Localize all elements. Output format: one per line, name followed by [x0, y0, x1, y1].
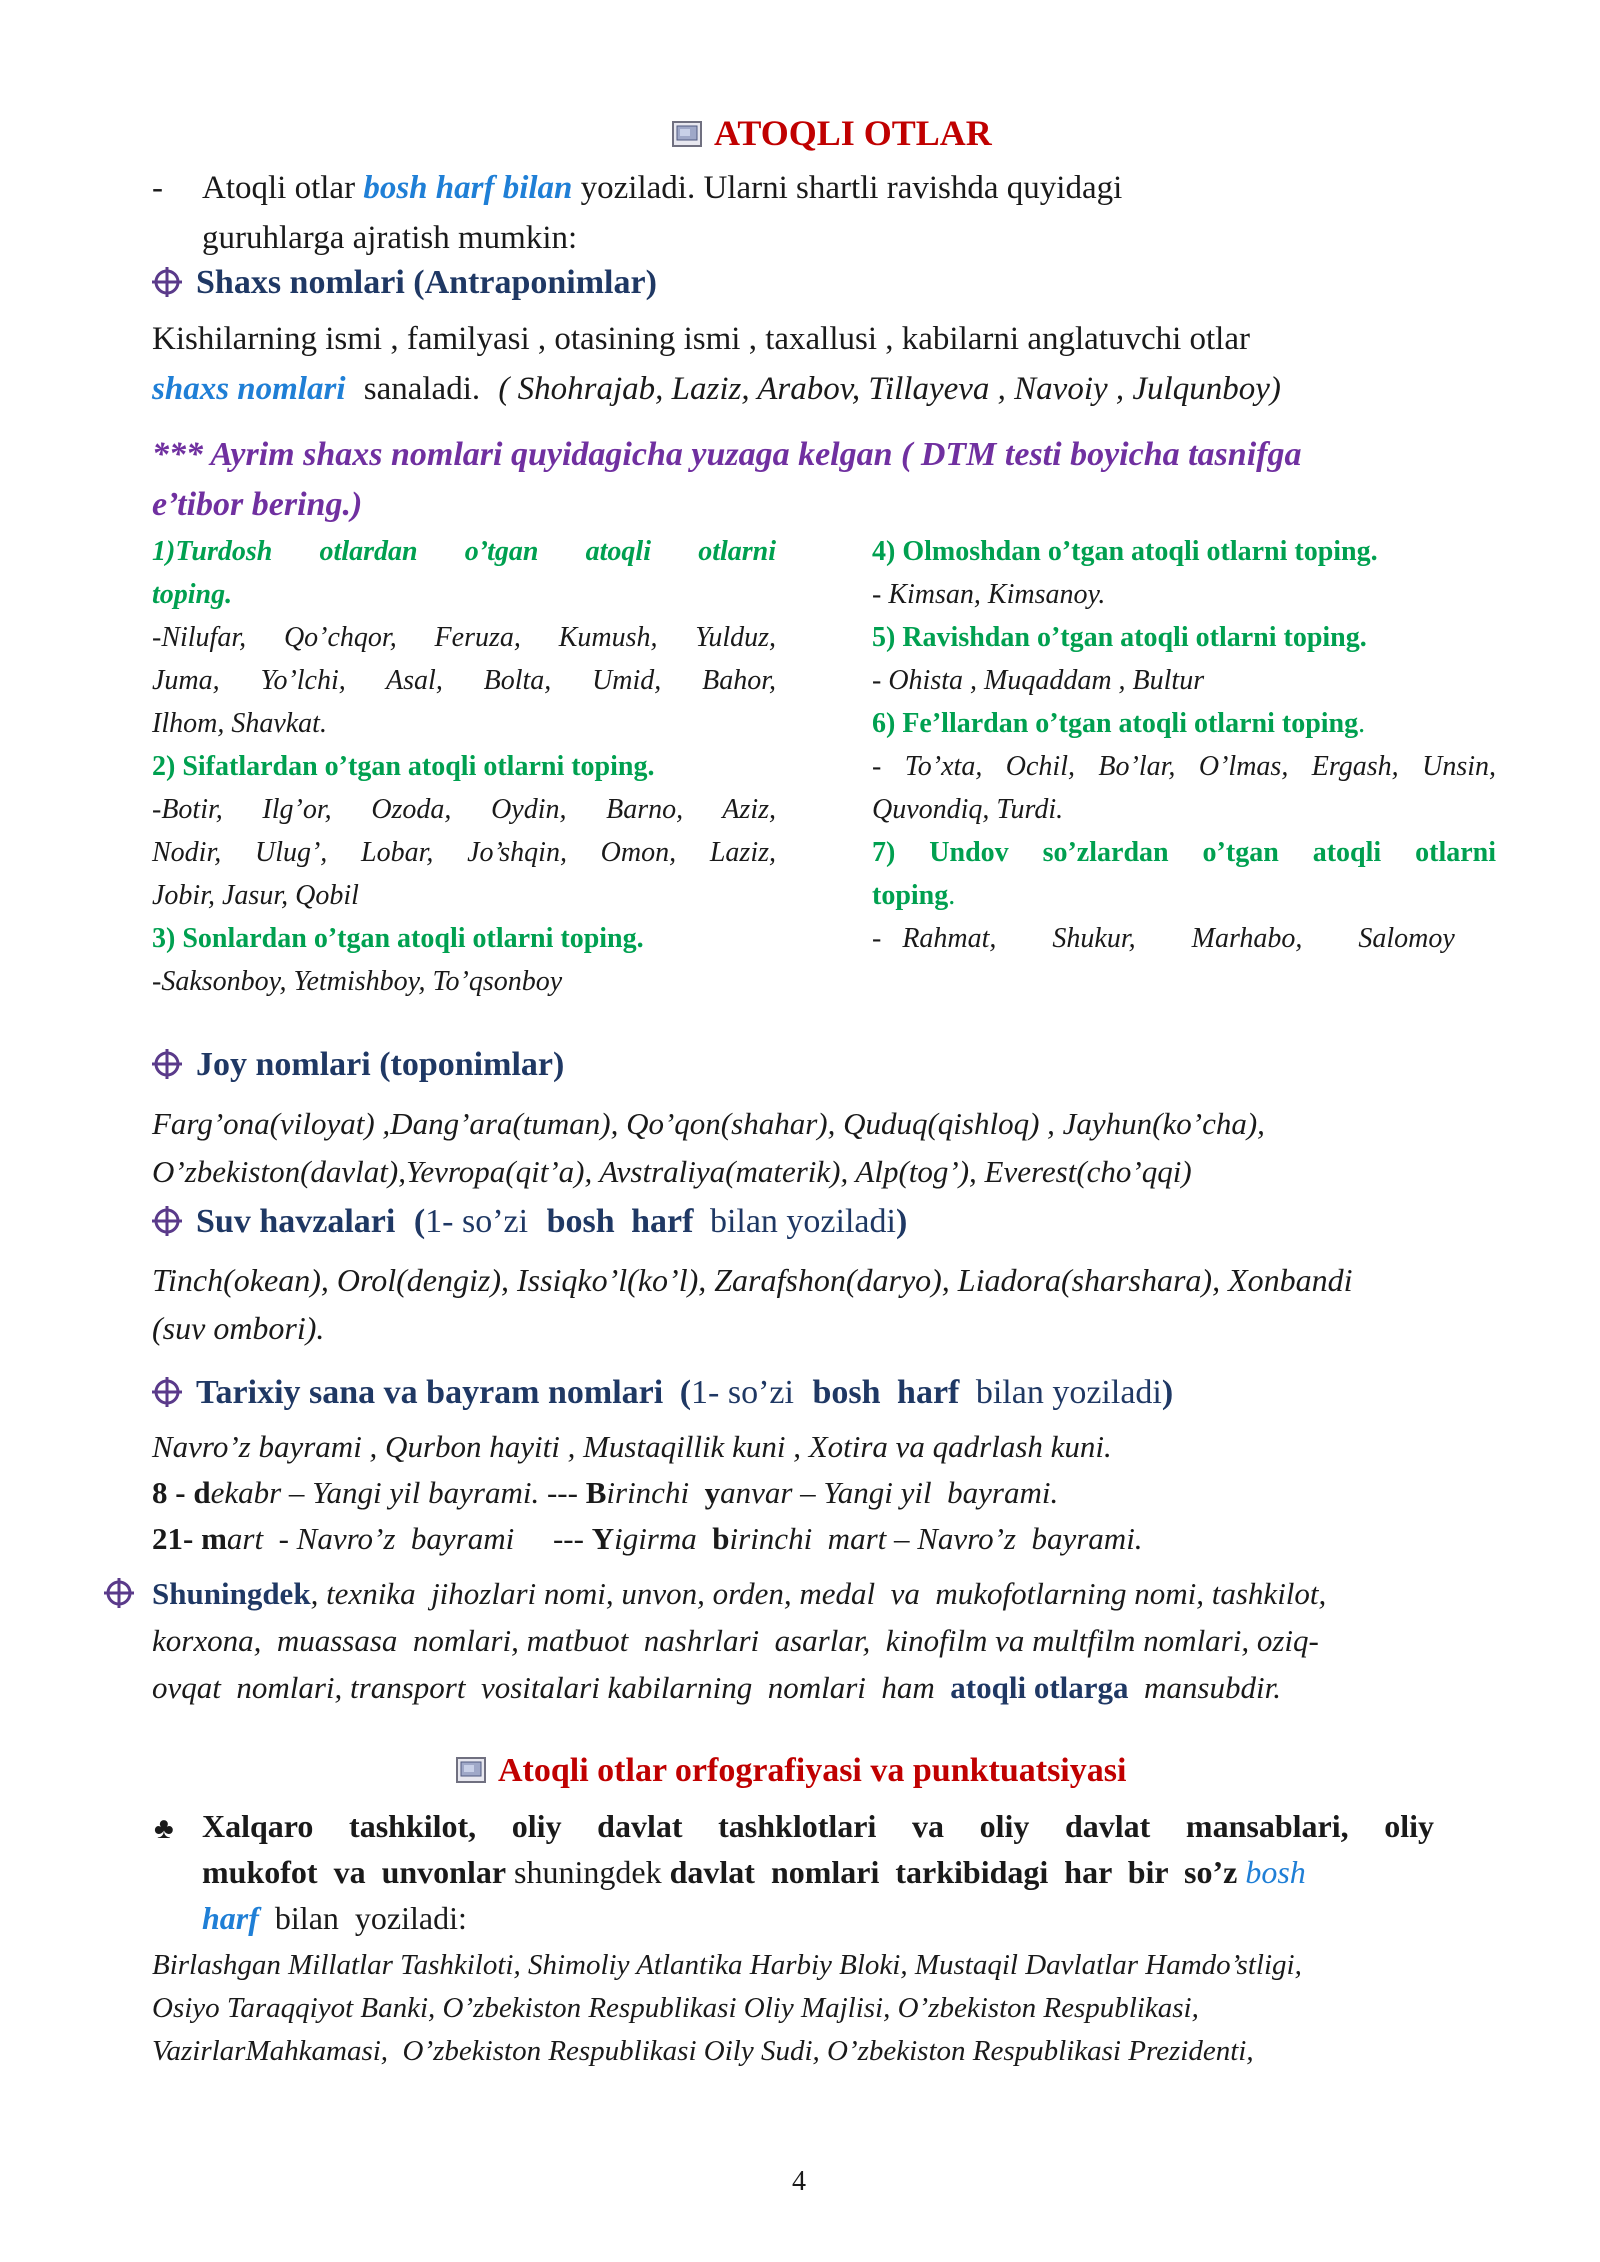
sanaladi-text: sanaladi.: [363, 371, 481, 407]
joy-line-2: O’zbekiston(davlat),Yevropa(qit’a), Avstraliya(materik), Alp(tog’), Everest(cho’qqi): [152, 1154, 1192, 1189]
group-1-heading: 1)Turdosh otlardan o’tgan atoqli otlarni: [152, 536, 776, 567]
tarixiy-heading-text: Tarixiy sana va bayram nomlari: [196, 1374, 664, 1411]
suv-paren-open: (: [413, 1203, 426, 1240]
group-2-heading: 2) Sifatlardan o’tgan atoqli otlarni toping.: [152, 751, 655, 782]
intro-dash: -: [152, 170, 163, 206]
intro-line-1: [202, 163, 1347, 213]
shuningdek-text-3a: ovqat nomlari, transport vositalari kabilarning nomlari ham: [152, 1670, 935, 1705]
xalqaro-line-3: [202, 1895, 467, 1941]
club-bullet-icon: ♣: [154, 1812, 174, 1845]
group-4-examples: - Kimsan, Kimsanoy.: [872, 579, 1106, 610]
shuningdek-word: Shuningdek: [152, 1576, 311, 1611]
tarixiy-line-3a: art - Navro’z bayrami ---: [226, 1521, 584, 1556]
xalqaro-bosh: bosh: [1245, 1854, 1306, 1890]
group-6-heading-dot: .: [1358, 708, 1366, 739]
tarixiy-heading: [152, 1374, 1173, 1412]
group-3-heading: 3) Sonlardan o’tgan atoqli otlarni toping.: [152, 923, 644, 954]
shaxs-heading: [152, 264, 657, 302]
letter-y: y: [704, 1475, 721, 1510]
atoqli-otlarga-term: atoqli otlarga: [950, 1670, 1129, 1705]
suv-line-1: Tinch(okean), Orol(dengiz), Issiqko’l(ko’l), Zarafshon(daryo), Liadora(sharshara), Xonbandi: [152, 1262, 1353, 1298]
tarixiy-paren-close: ): [1161, 1374, 1174, 1411]
tarixiy-harf: harf: [897, 1374, 960, 1411]
xalqaro-text-2c: davlat nomlari tarkibidagi har bir so’z: [669, 1854, 1238, 1890]
group-3-examples: -Saksonboy, Yetmishboy, To’qsonboy: [152, 966, 563, 997]
shaxs-heading-text: Shaxs nomlari (Antraponimlar): [196, 264, 657, 301]
suv-num: 1- so’zi: [425, 1203, 529, 1240]
intro-line-2: guruhlarga ajratish mumkin:: [202, 220, 578, 256]
group-7-heading-dot: .: [948, 880, 956, 911]
group-6-heading-text: 6) Fe’llardan o’tgan atoqli otlarni toping: [872, 708, 1359, 739]
shuningdek-text-3b: mansubdir.: [1144, 1670, 1281, 1705]
tarixiy-tail: bilan yoziladi: [975, 1374, 1162, 1411]
group-2-examples-b: Nodir, Ulug’, Lobar, Jo’shqin, Omon, Laziz,: [152, 837, 776, 868]
shuningdek-line-3: [152, 1664, 1281, 1711]
subtitle-text: Atoqli otlar orfografiyasi va punktuatsiyasi: [498, 1752, 1127, 1789]
suv-tail: bilan yoziladi: [709, 1203, 896, 1240]
suv-bosh: bosh: [546, 1203, 615, 1240]
suv-heading-text: Suv havzalari: [196, 1203, 396, 1240]
group-5-heading: 5) Ravishdan o’tgan atoqli otlarni toping.: [872, 622, 1367, 653]
crosshair-icon: [152, 1377, 182, 1407]
tarixiy-line-3c: irinchi mart – Navro’z bayrami.: [729, 1521, 1143, 1556]
intro-text-2: yoziladi. Ularni shartli ravishda quyidagi: [580, 170, 1123, 206]
xalqaro-text-1: Xalqaro tashkilot, oliy davlat tashklotlari va oliy davlat mansablari, oliy: [202, 1808, 1434, 1844]
suv-line-2: (suv ombori).: [152, 1310, 325, 1346]
tarixiy-line-2: [152, 1470, 1058, 1516]
xalqaro-harf: harf: [202, 1900, 259, 1936]
group-7-heading: 7) Undov so’zlardan o’tgan atoqli otlarni: [872, 837, 1496, 868]
tarixiy-line-3b: igirma: [614, 1521, 697, 1556]
shuningdek-line-1: [152, 1570, 1326, 1617]
shaxs-line-2: [152, 364, 1281, 414]
xalqaro-example-2: Osiyo Taraqqiyot Banki, O’zbekiston Respublikasi Oliy Majlisi, O’zbekiston Respublikasi,: [152, 1992, 1199, 2024]
crosshair-icon: [104, 1578, 134, 1608]
tarixiy-line-1: Navro’z bayrami , Qurbon hayiti , Mustaqillik kuni , Xotira va qadrlash kuni.: [152, 1429, 1112, 1464]
shuningdek-line-2: korxona, muassasa nomlari, matbuot nashrlari asarlar, kinofilm va multfilm nomlari, oziq-: [152, 1623, 1319, 1658]
picture-icon: [456, 1757, 486, 1783]
tarixiy-line-2c: anvar – Yangi yil bayrami.: [720, 1475, 1059, 1510]
note-line-1: *** Ayrim shaxs nomlari quyidagicha yuzaga kelgan ( DTM testi boyicha tasnifga: [152, 436, 1302, 473]
xalqaro-example-1: Birlashgan Millatlar Tashkiloti, Shimoliy Atlantika Harbiy Bloki, Mustaqil Davlatlar Hamdo’stligi,: [152, 1949, 1302, 1981]
suv-heading: [152, 1203, 907, 1241]
group-1-examples-c: Ilhom, Shavkat.: [152, 708, 327, 739]
page-number: 4: [792, 2166, 806, 2197]
crosshair-icon: [152, 267, 182, 297]
note-line-2: e’tibor bering.): [152, 486, 363, 523]
section-subtitle: [456, 1752, 1126, 1790]
group-1-examples-a: -Nilufar, Qo’chqor, Feruza, Kumush, Yulduz,: [152, 622, 776, 653]
group-7-heading-cont: [872, 874, 1496, 917]
title-text: ATOQLI OTLAR: [714, 113, 992, 153]
bosh-harf-term: bosh harf bilan: [363, 170, 573, 206]
group-6-heading: [872, 702, 1496, 745]
letter-Y: Y: [591, 1521, 615, 1556]
tarixiy-paren-open: (: [679, 1374, 692, 1411]
shaxs-nomlari-term: shaxs nomlari: [152, 371, 346, 407]
tarixiy-line-2b: irinchi: [606, 1475, 690, 1510]
tarixiy-bosh: bosh: [812, 1374, 881, 1411]
group-2-examples-c: Jobir, Jasur, Qobil: [152, 880, 359, 911]
date-21-mart: 21- m: [152, 1521, 227, 1556]
xalqaro-line-1: [202, 1803, 1434, 1849]
group-2-examples-a: -Botir, Ilg’or, Ozoda, Oydin, Barno, Aziz,: [152, 794, 776, 825]
crosshair-icon: [152, 1206, 182, 1236]
left-column: [152, 530, 776, 1003]
page-title: [672, 112, 992, 154]
date-8-dekabr: 8 - d: [152, 1475, 211, 1510]
shuningdek-text-1: , texnika jihozlari nomi, unvon, orden, medal va mukofotlarning nomi, tashkilot,: [310, 1576, 1327, 1611]
group-7-examples: - Rahmat, Shukur, Marhabo, Salomoy: [872, 923, 1455, 954]
group-4-heading: 4) Olmoshdan o’tgan atoqli otlarni toping.: [872, 536, 1378, 567]
shaxs-examples: ( Shohrajab, Laziz, Arabov, Tillayeva , Navoiy , Julqunboy): [498, 371, 1281, 407]
right-column: [872, 530, 1496, 960]
suv-harf: harf: [631, 1203, 694, 1240]
xalqaro-example-3: VazirlarMahkamasi, O’zbekiston Respublikasi Oily Sudi, O’zbekiston Respublikasi Prezidenti,: [152, 2035, 1254, 2067]
letter-B: B: [585, 1475, 607, 1510]
joy-line-1: Farg’ona(viloyat) ,Dang’ara(tuman), Qo’qon(shahar), Quduq(qishloq) , Jayhun(ko’cha),: [152, 1106, 1265, 1141]
picture-icon: [672, 121, 702, 147]
shaxs-line-1: Kishilarning ismi , familyasi , otasining ismi , taxallusi , kabilarni anglatuvchi otlar: [152, 321, 1250, 357]
group-5-examples: - Ohista , Muqaddam , Bultur: [872, 665, 1205, 696]
joy-heading-text: Joy nomlari (toponimlar): [196, 1046, 565, 1083]
group-7-heading-cont-text: toping: [872, 880, 949, 911]
intro-text-1: Atoqli otlar: [202, 170, 356, 206]
xalqaro-text-2b: shuningdek: [514, 1854, 662, 1890]
tarixiy-line-3: [152, 1516, 1143, 1562]
group-1-examples-b: Juma, Yo’lchi, Asal, Bolta, Umid, Bahor,: [152, 665, 776, 696]
letter-b: b: [712, 1521, 730, 1556]
group-1-heading-cont: toping.: [152, 579, 233, 610]
xalqaro-text-2a: mukofot va unvonlar: [202, 1854, 507, 1890]
suv-paren-close: ): [895, 1203, 908, 1240]
tarixiy-line-2a: ekabr – Yangi yil bayrami. ---: [210, 1475, 578, 1510]
crosshair-icon: [152, 1049, 182, 1079]
group-6-examples-b: Quvondiq, Turdi.: [872, 794, 1064, 825]
xalqaro-text-3b: bilan yoziladi:: [274, 1900, 467, 1936]
joy-heading: [152, 1046, 564, 1084]
xalqaro-line-2: [202, 1849, 1306, 1895]
group-6-examples-a: - To’xta, Ochil, Bo’lar, O’lmas, Ergash, Unsin,: [872, 751, 1496, 782]
tarixiy-num: 1- so’zi: [691, 1374, 794, 1411]
